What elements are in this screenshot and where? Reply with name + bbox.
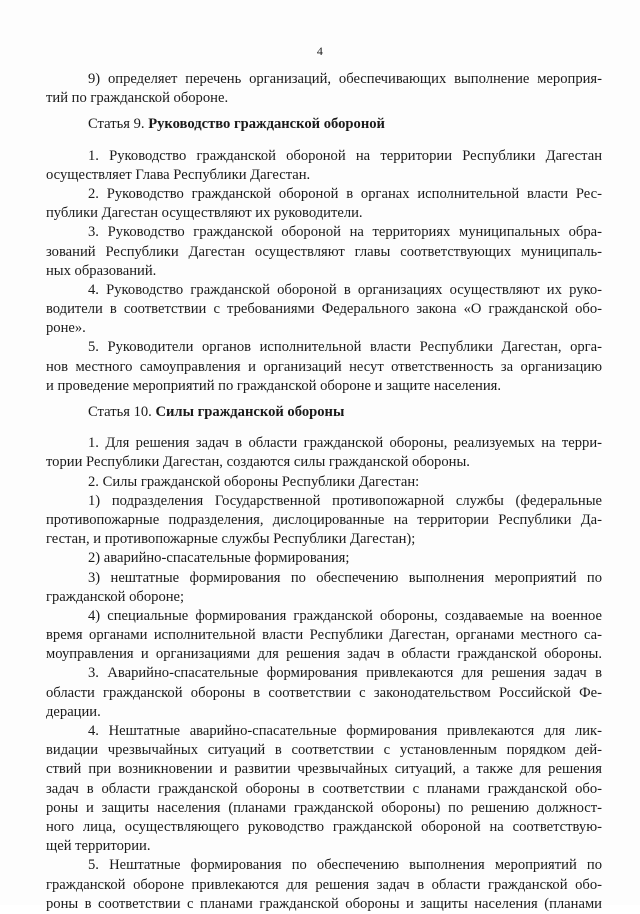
- article-10-subitem-4: [46, 607, 602, 665]
- text-line: области гражданской обороны в соответствии с законодательством Российской Фе-: [46, 684, 602, 701]
- page-number: 4: [316, 44, 324, 58]
- text-line: моуправления и организациями для решения задач в области гражданской обороны.: [46, 646, 602, 663]
- text-line: гражданской обороне;: [46, 588, 185, 605]
- text-line: роны и защиты населения (планами гражданской обороны) по решению должност-: [46, 799, 602, 816]
- text-line: гражданской обороне привлекаются для решения задач в области гражданской обо-: [46, 876, 602, 893]
- article-9-heading: [46, 115, 602, 134]
- text-line: видации чрезвычайных ситуаций в соответствии с установленным порядком дей-: [46, 742, 602, 759]
- text-line: тории Республики Дагестан, создаются силы гражданской обороны.: [46, 454, 470, 471]
- text-line: 3. Руководство гражданской обороной на территориях муниципальных обра-: [88, 224, 602, 241]
- article-9-paragraph-1: [46, 147, 602, 185]
- article-9-paragraph-4: [46, 281, 602, 339]
- text-line: время органами исполнительной власти Республики Дагестан, органами местного са-: [46, 627, 602, 644]
- article-10-subitem-3: [46, 569, 602, 607]
- text-line: 5. Нештатные формирования по обеспечению выполнения мероприятий по: [88, 857, 602, 874]
- text-line: ного лица, осуществляющего руководство гражданской обороной на соответствую-: [46, 818, 602, 835]
- article-10-paragraph-5: [46, 856, 602, 914]
- text-line: дерации.: [46, 703, 101, 720]
- text-line: 2. Силы гражданской обороны Республики Дагестан:: [88, 473, 420, 490]
- article-10-prefix: Статья 10.: [88, 404, 156, 420]
- text-line: 4. Нештатные аварийно-спасательные формирования привлекаются для лик-: [88, 723, 602, 739]
- text-line: задач в области гражданской обороны в соответствии с планами гражданской обо-: [46, 780, 602, 797]
- text-line: 5. Руководители органов исполнительной власти Республики Дагестан, орга-: [88, 339, 602, 356]
- article-10-paragraph-1: [46, 434, 602, 472]
- article-10-paragraph-4: [46, 722, 602, 856]
- text-line: противопожарные подразделения, дислоцированные на территории Республики Да-: [46, 511, 602, 528]
- text-line: и проведение мероприятий по гражданской обороне и защите населения.: [46, 377, 502, 394]
- text-line: 4. Руководство гражданской обороной в организациях осуществляют их руко-: [88, 281, 602, 298]
- text-line: 3) нештатные формирования по обеспечению выполнения мероприятий по: [88, 569, 602, 586]
- text-line: 9) определяет перечень организаций, обеспечивающих выполнение мероприя-: [88, 71, 602, 87]
- article-9-paragraph-2: [46, 185, 602, 223]
- text-line: 2) аварийно-спасательные формирования;: [88, 550, 350, 567]
- text-line: нов местного самоуправления и организаций несут ответственность за организацию: [46, 358, 602, 375]
- text-line: гестан, и противопожарные службы Республики Дагестан);: [46, 531, 416, 548]
- article-10-paragraph-3: [46, 664, 602, 722]
- text-line: зований Республики Дагестан осуществляют главы соответствующих муниципаль-: [46, 243, 602, 260]
- text-line: ствий при возникновении и развитии чрезвычайных ситуаций, а также для решения: [46, 761, 602, 778]
- text-line: 1. Руководство гражданской обороной на территории Республики Дагестан: [88, 147, 602, 164]
- text-line: 2. Руководство гражданской обороной в органах исполнительной власти Рес-: [88, 185, 602, 202]
- text-line: публики Дагестан осуществляют их руководители.: [46, 205, 363, 222]
- text-line: 3. Аварийно-спасательные формирования привлекаются для решения задач в: [88, 665, 602, 682]
- text-line: роны в соответствии с планами гражданской обороны и защиты населения (планами: [46, 895, 602, 912]
- article-9-paragraph-3: [46, 223, 602, 281]
- text-line: 4) специальные формирования гражданской обороны, создаваемые на военное: [88, 607, 602, 624]
- article-10-subitem-2: [46, 549, 602, 568]
- text-line: ных образований.: [46, 262, 157, 279]
- article-9-prefix: Статья 9.: [88, 116, 149, 133]
- article-9-paragraph-5: [46, 338, 602, 396]
- article-10-paragraph-2: [46, 473, 602, 492]
- document-body: [46, 70, 602, 914]
- text-line: щей территории.: [46, 838, 151, 855]
- text-line: водители в соответствии с требованиями Федерального закона «О гражданской обо-: [46, 301, 602, 318]
- article-10-heading: [46, 403, 602, 422]
- text-line: осуществляет Глава Республики Дагестан.: [46, 166, 311, 183]
- text-line: роне».: [46, 320, 86, 337]
- item-9: [46, 70, 602, 108]
- text-line: 1) подразделения Государственной противопожарной службы (федеральные: [88, 492, 602, 509]
- article-9-title: Руководство гражданской обороной: [148, 116, 385, 133]
- text-line: 1. Для решения задач в области гражданской обороны, реализуемых на терри-: [88, 435, 602, 452]
- article-10-subitem-1: [46, 492, 602, 550]
- article-10-title: Силы гражданской обороны: [155, 404, 345, 420]
- text-line: тий по гражданской обороне.: [46, 90, 229, 107]
